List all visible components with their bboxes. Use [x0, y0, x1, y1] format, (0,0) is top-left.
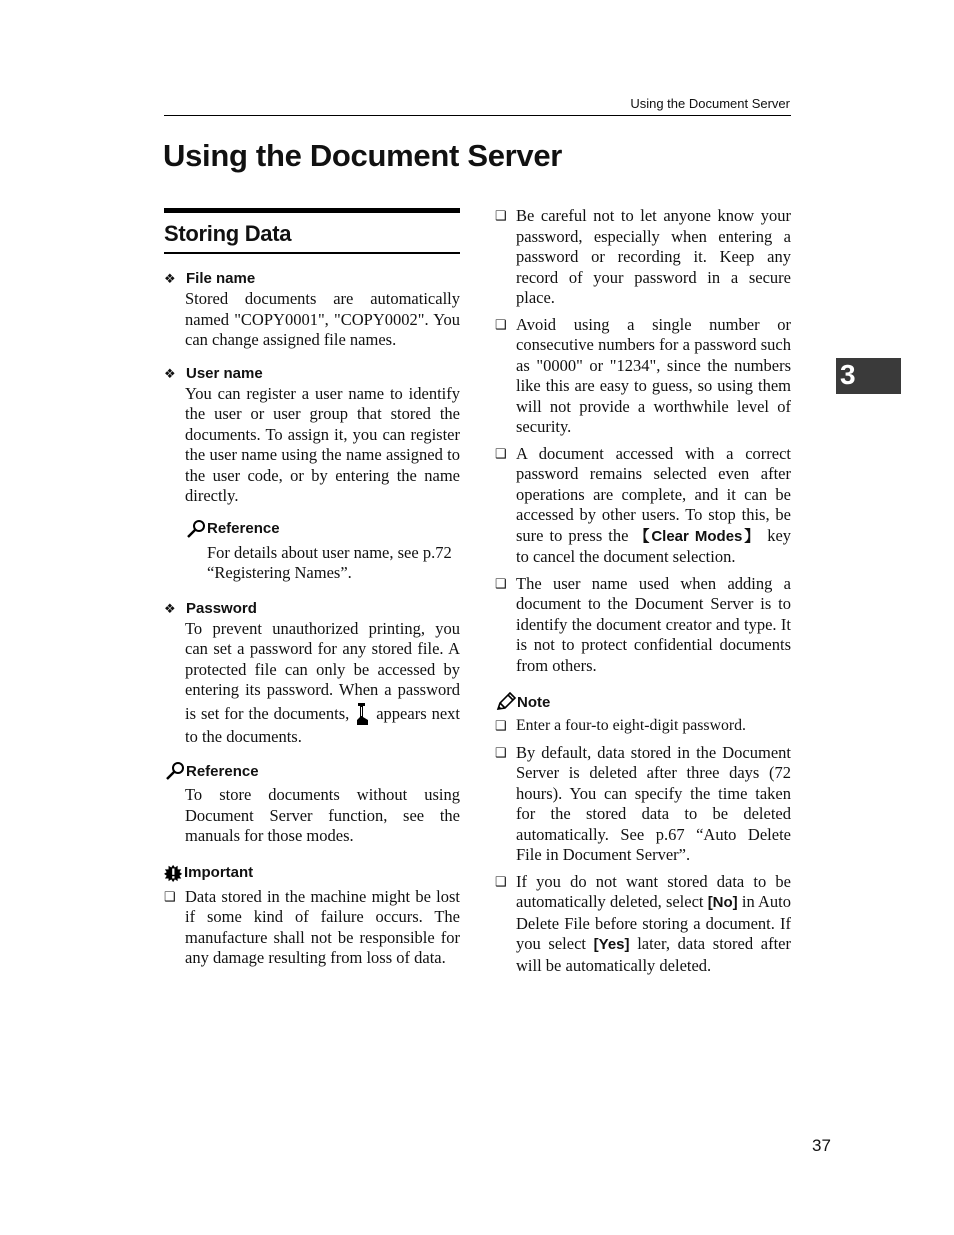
header-rule [164, 115, 791, 116]
reference-heading [164, 761, 460, 781]
password-description [185, 619, 460, 748]
note-heading [495, 692, 791, 712]
note-item [495, 716, 791, 737]
list-item-text: Avoid using a single number or consecutive numbers for a password such as "0000" or "1234", since the numbers like this are easy to guess, so using them will not provide a worthwhile level of security. [516, 314, 791, 436]
term-label: Password [186, 599, 257, 617]
checkbox-bullet-icon: ❑ [495, 873, 507, 889]
list-item-text: The user name used when adding a document to the Document Server is to identify the document creator and type. It is not to protect confidential documents from others. [516, 573, 791, 675]
list-item [495, 444, 791, 568]
checkbox-bullet-icon: ❑ [495, 718, 507, 733]
right-column [495, 206, 791, 982]
checkbox-bullet-icon: ❑ [495, 316, 507, 332]
checkbox-bullet-icon: ❑ [164, 888, 176, 904]
note-item-text-part: later, data stored after will be automatically deleted. [516, 934, 791, 975]
important-item [164, 887, 460, 969]
note-item-text: By default, data stored in the Document Server is deleted after three days (72 hours). You can specify the time taken for the stored data to be deleted automatically. See p.67 “Auto Delete File in Document Server”. [516, 742, 791, 864]
section-rule-top [164, 208, 460, 213]
user-name-description: You can register a user name to identify the user or user group that stored the documents. To assign it, you can register the user name using the name assigned to the user code, or by entering the name directly. [185, 383, 460, 505]
chapter-tab [836, 358, 901, 394]
no-key: [No] [707, 894, 738, 911]
reference-label: Reference [207, 520, 280, 537]
page-title: Using the Document Server [163, 138, 563, 173]
note-item [495, 872, 791, 977]
list-item [495, 206, 791, 309]
yes-key: [Yes] [593, 936, 630, 953]
list-item-text-part: key to cancel the document selection. [516, 525, 792, 566]
user-name-reference-heading [185, 519, 460, 539]
reference-text: To store documents without using Document Server function, see the manuals for those modes. [185, 785, 460, 845]
term-label: File name [186, 270, 256, 287]
note-item [495, 743, 791, 866]
term-password [164, 600, 460, 617]
list-item-text [516, 444, 791, 568]
list-item [495, 315, 791, 438]
file-name-description: Stored documents are automatically named "COPY0001", "COPY0002". You can change assigned file names. [185, 289, 460, 349]
list-item-text: Be careful not to let anyone know your password, especially when entering a password or recording it. Keep any record of your password in a secure place. [516, 206, 791, 307]
term-file-name [164, 270, 460, 287]
left-column [164, 208, 460, 975]
important-icon [164, 863, 184, 883]
section-rule-bottom [164, 252, 460, 254]
lock-icon [354, 701, 371, 727]
section-title: Storing Data [164, 221, 292, 246]
checkbox-bullet-icon: ❑ [495, 575, 507, 591]
diamond-bullet-icon: ❖ [164, 271, 176, 286]
password-text-part: appears next to the documents. [185, 703, 461, 746]
list-item-text-part: A document accessed with a correct password remains selected even after operations are complete, and it can be accessed by other users. To stop this, be sure to press the [516, 443, 791, 545]
note-item-text: Enter a four-to eight-digit password. [516, 717, 746, 734]
checkbox-bullet-icon: ❑ [495, 445, 507, 461]
clear-modes-key: 【Clear Modes】 [634, 527, 762, 545]
chapter-number: 3 [840, 359, 856, 390]
checkbox-bullet-icon: ❑ [495, 744, 507, 760]
note-label: Note [517, 693, 551, 711]
note-item-text-part: If you do not want stored data to be automatically deleted, select [516, 871, 791, 911]
important-heading [164, 863, 460, 883]
magnifier-icon [185, 519, 207, 539]
magnifier-icon [164, 761, 186, 781]
pencil-icon [495, 692, 517, 712]
diamond-bullet-icon: ❖ [164, 600, 176, 616]
password-text-part: To prevent unauthorized printing, you can set a password for any stored file. A protected file can only be accessed by entering its password. When a password is set for the documents, [185, 618, 460, 723]
diamond-bullet-icon: ❖ [164, 365, 176, 381]
checkbox-bullet-icon: ❑ [495, 208, 507, 223]
reference-label: Reference [186, 762, 259, 780]
term-label: User name [186, 364, 263, 382]
user-name-reference-text: For details about user name, see p.72 “Registering Names”. [207, 542, 452, 582]
list-item [495, 574, 791, 677]
running-head: Using the Document Server [630, 96, 790, 111]
important-label: Important [184, 864, 254, 881]
term-user-name [164, 365, 460, 382]
page-number: 37 [812, 1136, 831, 1155]
note-item-text-part: in Auto Delete File before storing a document. If you select [516, 892, 791, 953]
important-item-text: Data stored in the machine might be lost if some kind of failure occurs. The manufacture shall not be responsible for any damage resulting from loss of data. [185, 886, 460, 967]
note-item-text [516, 872, 791, 977]
